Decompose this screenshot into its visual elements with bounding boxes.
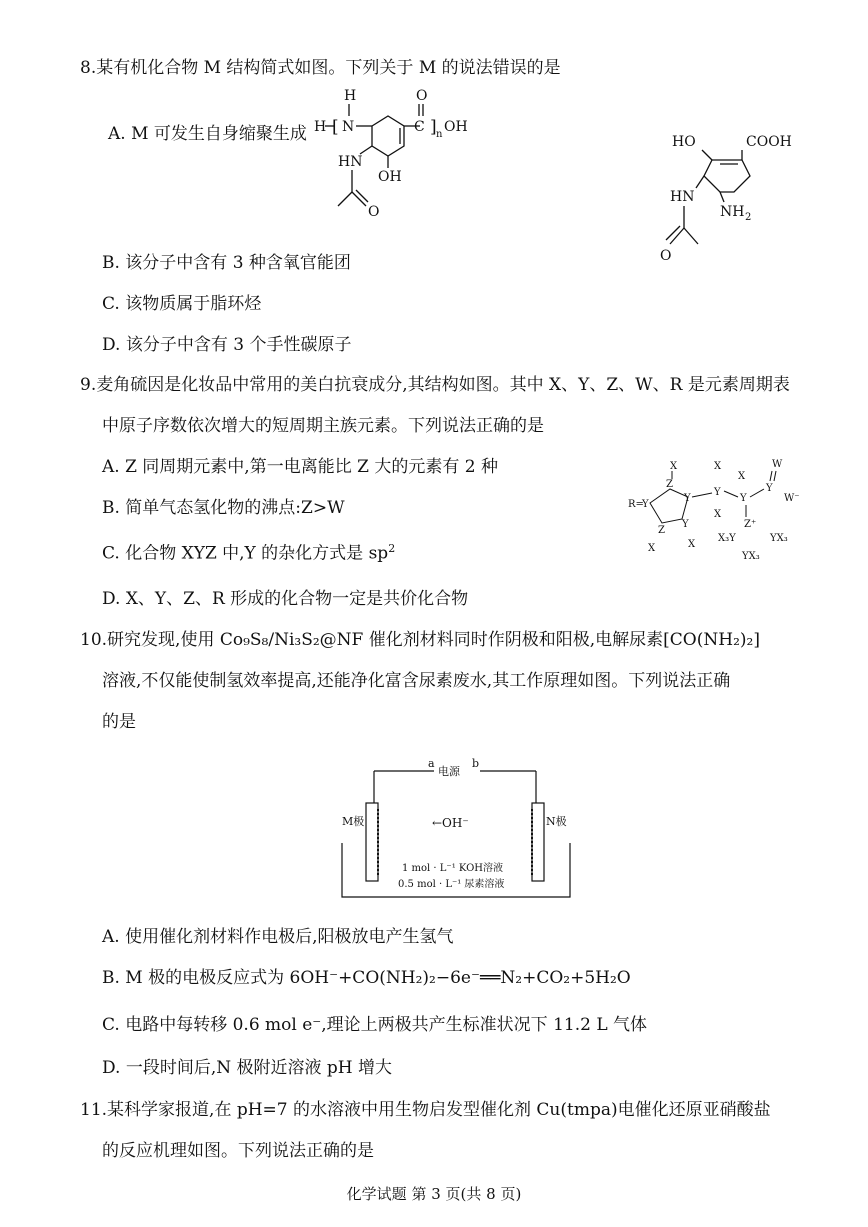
svg-text:YX₃: YX₃	[770, 533, 788, 544]
polymer-bracket-open: [	[332, 117, 339, 137]
q10-solution2: 0.5 mol · L⁻¹ 尿素溶液	[398, 879, 505, 890]
q9-option-b[interactable]: B. 简单气态氢化物的沸点:Z>W	[102, 498, 345, 518]
svg-text:Y: Y	[740, 493, 747, 504]
svg-text:Y: Y	[682, 519, 689, 530]
m-o: O	[660, 248, 672, 264]
svg-text:Z⁺: Z⁺	[744, 519, 757, 530]
svg-text:Z: Z	[658, 525, 665, 536]
q8-option-c[interactable]: C. 该物质属于脂环烃	[102, 294, 262, 314]
svg-text:Y: Y	[642, 499, 649, 510]
svg-text:Y: Y	[714, 487, 721, 498]
polymer-oh: OH	[444, 119, 468, 135]
polymer-n: N	[342, 119, 355, 135]
svg-text:Z: Z	[666, 479, 673, 490]
svg-text:X: X	[714, 461, 722, 472]
svg-text:X: X	[670, 461, 678, 472]
q10-electrolysis-diagram	[338, 757, 578, 901]
page-footer: 化学试题 第 3 页(共 8 页)	[346, 1185, 522, 1203]
q8-stem: 8.某有机化合物 M 结构简式如图。下列关于 M 的说法错误的是	[80, 58, 561, 78]
svg-text:YX₃: YX₃	[742, 551, 760, 562]
q10-option-b[interactable]: B. M 极的电极反应式为 6OH⁻+CO(NH₂)₂−6e⁻══N₂+CO₂+5H₂O	[102, 968, 631, 988]
m-hn: HN	[670, 189, 695, 205]
svg-text:X₃Y: X₃Y	[718, 533, 736, 544]
q10-stem-line3: 的是	[102, 712, 136, 732]
q10-option-a[interactable]: A. 使用催化剂材料作电极后,阳极放电产生氢气	[102, 927, 454, 947]
svg-text:X: X	[648, 543, 656, 554]
q10-power: 电源	[438, 765, 460, 778]
polymer-oh-ring: OH	[378, 169, 402, 185]
q10-terminal-b: b	[472, 757, 480, 770]
q9-stem-line1: 9.麦角硫因是化妆品中常用的美白抗衰成分,其结构如图。其中 X、Y、Z、W、R 是元素周期表	[80, 375, 790, 395]
polymer-h-end: H	[314, 119, 327, 135]
polymer-nh: HN	[338, 154, 363, 170]
q9-stem-line2: 中原子序数依次增大的短周期主族元素。下列说法正确的是	[102, 416, 544, 436]
polymer-c: C	[414, 119, 425, 135]
svg-text:X: X	[688, 539, 696, 550]
svg-text:X: X	[714, 509, 722, 520]
q9-option-a[interactable]: A. Z 同周期元素中,第一电离能比 Z 大的元素有 2 种	[102, 457, 498, 477]
q10-terminal-a: a	[428, 757, 435, 770]
q9-option-c-sup: 2	[388, 542, 396, 555]
q11-stem-line1: 11.某科学家报道,在 pH=7 的水溶液中用生物启发型催化剂 Cu(tmpa)电催化还原亚硝酸盐	[80, 1100, 771, 1120]
q10-solution1: 1 mol · L⁻¹ KOH溶液	[402, 863, 504, 874]
polymer-sub-n: n	[436, 129, 443, 140]
q8-option-d[interactable]: D. 该分子中含有 3 个手性碳原子	[102, 335, 352, 355]
q9-option-c-text: C. 化合物 XYZ 中,Y 的杂化方式是 sp	[102, 543, 389, 564]
polymer-bracket-close: ]	[430, 117, 437, 137]
svg-text:W: W	[772, 459, 783, 470]
q9-ergothioneine-structure	[620, 455, 830, 565]
q10-option-c[interactable]: C. 电路中每转移 0.6 mol e⁻,理论上两极共产生标准状况下 11.2 L 气体	[102, 1015, 648, 1035]
svg-text:W⁻: W⁻	[784, 493, 800, 504]
m-ho: HO	[672, 134, 696, 150]
m-nh2: NH	[720, 204, 745, 220]
q9-option-d[interactable]: D. X、Y、Z、R 形成的化合物一定是共价化合物	[102, 589, 469, 609]
q8-polymer-structure	[310, 82, 500, 232]
q9-r: R=	[628, 499, 644, 510]
svg-text:X: X	[738, 471, 746, 482]
q10-stem-line1: 10.研究发现,使用 Co₉S₈/Ni₃S₂@NF 催化剂材料同时作阴极和阳极,电解尿素[CO(NH₂)₂]	[80, 630, 760, 650]
q8-m-structure	[640, 120, 810, 270]
q10-option-d[interactable]: D. 一段时间后,N 极附近溶液 pH 增大	[102, 1058, 393, 1078]
polymer-o-top: O	[416, 88, 428, 104]
q10-ion-arrow: ←OH⁻	[432, 816, 469, 830]
m-nh2-sub: 2	[745, 212, 752, 223]
q10-stem-line2: 溶液,不仅能使制氢效率提高,还能净化富含尿素废水,其工作原理如图。下列说法正确	[102, 671, 731, 691]
q11-stem-line2: 的反应机理如图。下列说法正确的是	[102, 1141, 374, 1161]
polymer-h-top: H	[344, 88, 357, 104]
svg-text:Y: Y	[766, 483, 773, 494]
q8-option-a[interactable]: A. M 可发生自身缩聚生成	[108, 124, 307, 144]
q8-option-b[interactable]: B. 该分子中含有 3 种含氧官能团	[102, 253, 351, 273]
polymer-o-bottom: O	[368, 204, 380, 220]
q10-n-electrode: N极	[546, 815, 567, 828]
m-cooh: COOH	[746, 134, 792, 150]
q9-option-c[interactable]	[102, 539, 395, 564]
q10-m-electrode: M极	[342, 815, 365, 828]
svg-text:Y: Y	[684, 493, 691, 504]
